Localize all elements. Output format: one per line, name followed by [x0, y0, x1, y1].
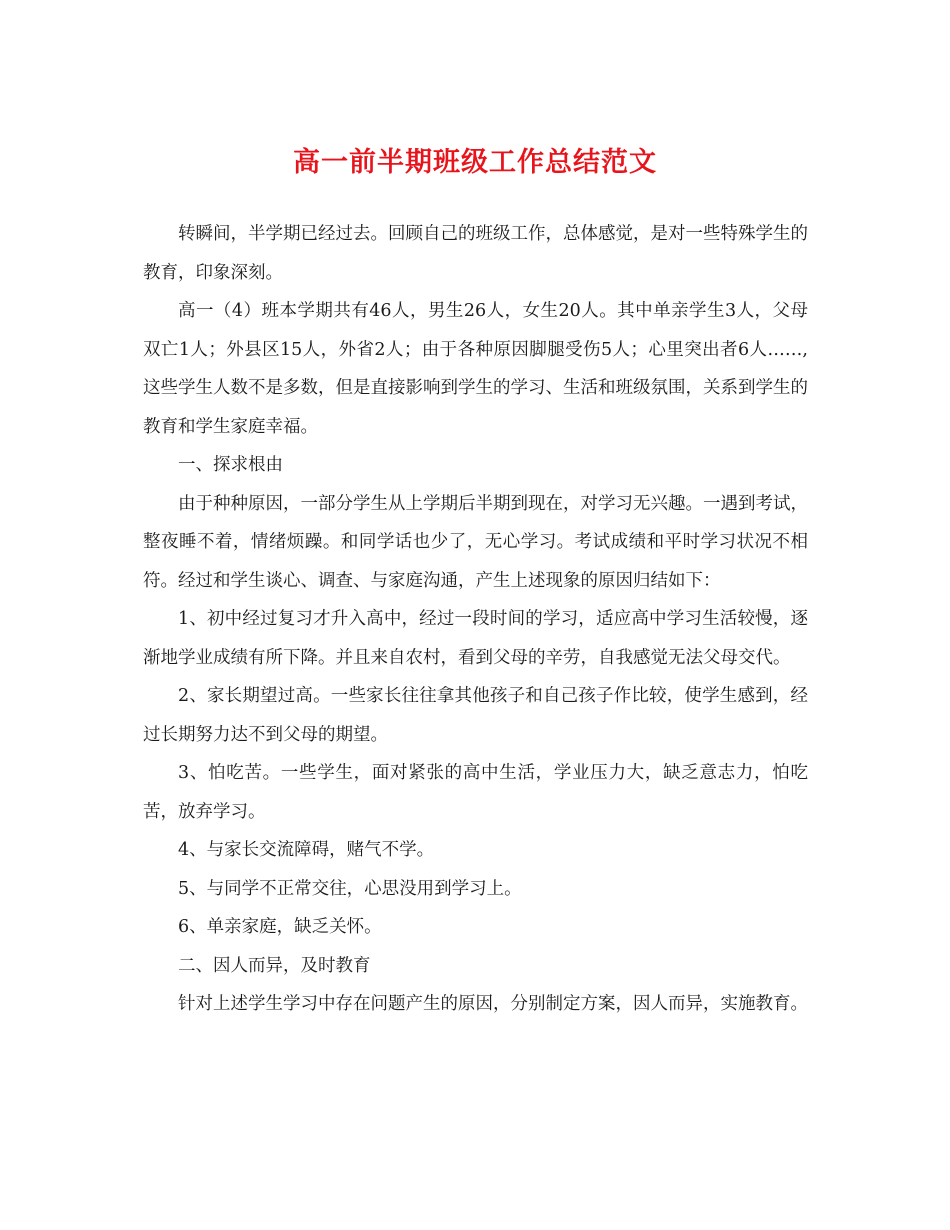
- list-item-1: 1、初中经过复习才升入高中，经过一段时间的学习，适应高中学习生活较慢，逐渐地学业成绩有所下降。并且来自农村，看到父母的辛劳，自我感觉无法父母交代。: [143, 609, 808, 668]
- paragraph-reasons-intro: 由于种种原因，一部分学生从上学期后半期到现在，对学习无兴趣。一遇到考试，整夜睡不着，情绪烦躁。和同学话也少了，无心学习。考试成绩和平时学习状况不相符。经过和学生谈心、调查、与家庭沟通，产生上述现象的原因归结如下：: [143, 493, 808, 591]
- section-heading-1: 一、探求根由: [178, 455, 283, 475]
- list-item-3: 3、怕吃苦。一些学生，面对紧张的高中生活，学业压力大，缺乏意志力，怕吃苦，放弃学习。: [143, 763, 808, 822]
- list-item-6: 6、单亲家庭，缺乏关怀。: [178, 917, 382, 937]
- paragraph-class-stats: 高一（4）班本学期共有46人，男生26人，女生20人。其中单亲学生3人，父母双亡1人；外县区15人，外省2人；由于各种原因脚腿受伤5人；心里突出者6人……,这些学生人数不是多数，但是直接影响到学生的学习、生活和班级氛围，关系到学生的教育和学生家庭幸福。: [143, 301, 808, 437]
- paragraph-measures: 针对上述学生学习中存在问题产生的原因，分别制定方案，因人而异，实施教育。: [178, 994, 808, 1014]
- document-body: [143, 215, 808, 1024]
- section-heading-2: 二、因人而异，及时教育: [178, 955, 371, 976]
- list-item-2: 2、家长期望过高。一些家长往往拿其他孩子和自己孩子作比较，使学生感到，经过长期努力达不到父母的期望。: [143, 686, 808, 745]
- paragraph-intro: 转瞬间，半学期已经过去。回顾自己的班级工作，总体感觉，是对一些特殊学生的教育，印象深刻。: [143, 224, 808, 283]
- list-item-5: 5、与同学不正常交往，心思没用到学习上。: [178, 878, 522, 899]
- document-title: 高一前半期班级工作总结范文: [293, 147, 657, 178]
- list-item-4: 4、与家长交流障碍，赌气不学。: [178, 840, 435, 860]
